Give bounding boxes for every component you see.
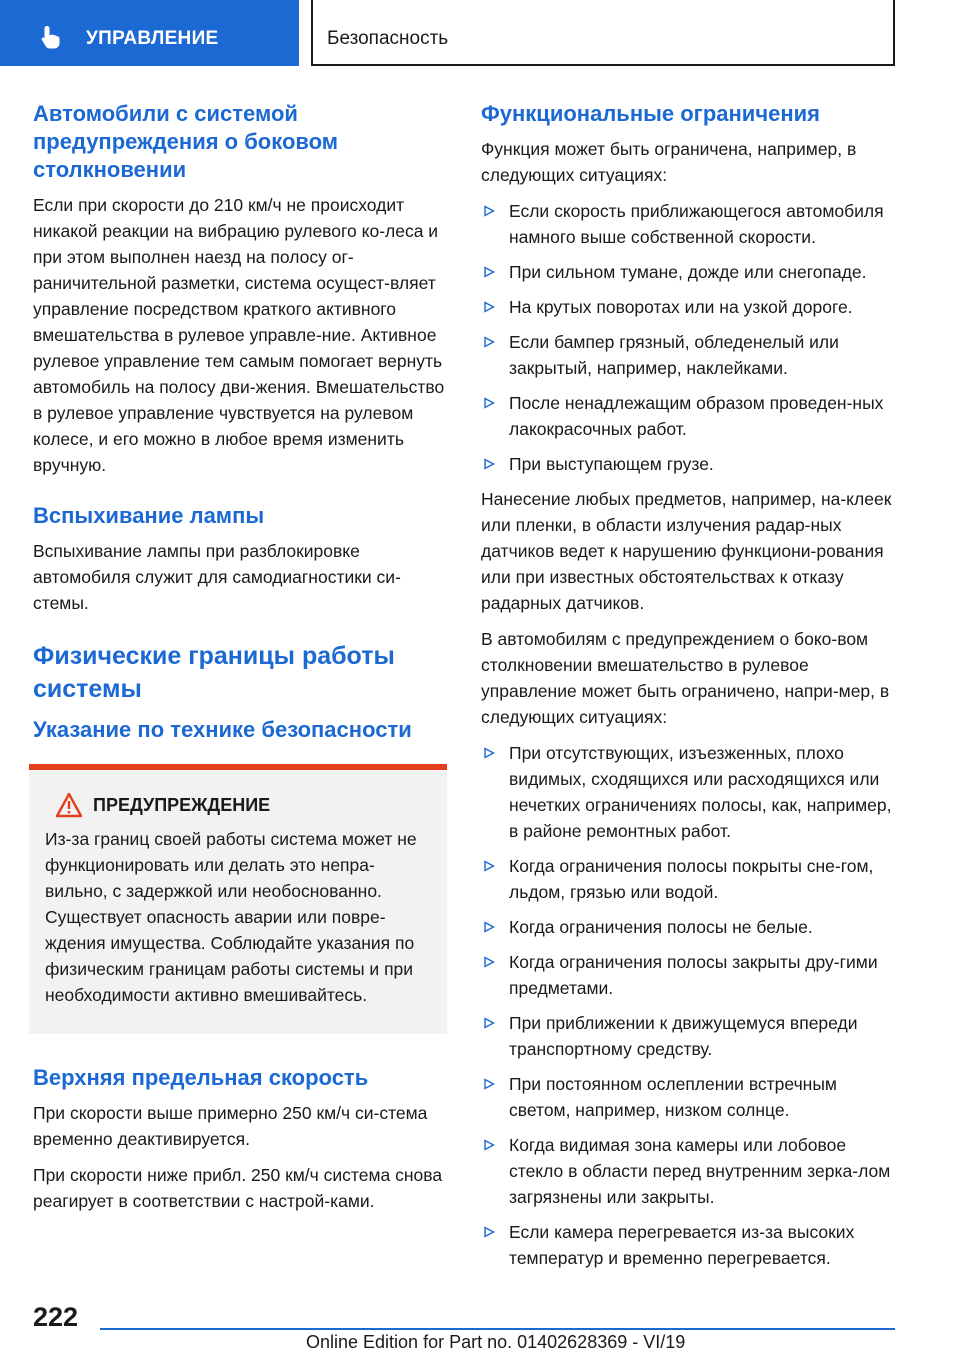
triangle-bullet-icon xyxy=(483,458,495,470)
triangle-bullet-icon xyxy=(483,1226,495,1238)
list-item: После ненадлежащим образом проведен-ных лакокрасочных работ. xyxy=(481,390,896,442)
paragraph-speed-1: При скорости выше примерно 250 км/ч си-стема временно деактивируется. xyxy=(33,1103,428,1149)
limitations-list xyxy=(481,198,896,477)
list-item: Когда видимая зона камеры или лобовое стекло в области перед внутренним зерка-лом загрязнены или закрыты. xyxy=(481,1132,896,1210)
paragraph-radar: Нанесение любых предметов, например, на-клеек или пленки, в области излучения радар-ных датчиков ведет к нарушению функциони-рования или при известных обстоятельствах к отказу радарных датчиков. xyxy=(481,489,892,613)
edition-text: Online Edition for Part no. 01402628369 - VI/19 xyxy=(306,1332,686,1352)
triangle-bullet-icon xyxy=(483,860,495,872)
list-item: При сильном тумане, дожде или снегопаде. xyxy=(481,259,896,285)
heading-function-limits: Функциональные ограничения xyxy=(481,101,820,126)
warning-text: Из-за границ своей работы система может не функционировать или делать это непра-вильно, с задержкой или необоснованно. Существует опасность аварии или повре-ждения имущества. Соблюдайте указания по физическим границам работы системы и при необходимости активно вмешивайтесь. xyxy=(45,829,417,1005)
section-title-box xyxy=(311,0,895,66)
warning-title: ПРЕДУПРЕЖДЕНИЕ xyxy=(93,794,271,815)
triangle-bullet-icon xyxy=(483,1139,495,1151)
paragraph-side-collision: Если при скорости до 210 км/ч не происходит никакой реакции на вибрацию рулевого ко-леса и при этом выполнен наезд на полосу ог-раничительной разметки, система осущест-вляет управление посредством краткого активного вмешательства в рулевое управле-ние. Активное рулевое управление тем самым помогает вернуть автомобиль на полосу дви-жения. Вмешательство в рулевое управление чувствуется на рулевом колесе, и его можно в любое время изменить вручную. xyxy=(33,195,445,475)
list-item: Когда ограничения полосы покрыты сне-гом, льдом, грязью или водой. xyxy=(481,853,896,905)
section-title: Безопасность xyxy=(327,28,449,49)
list-item: При приближении к движущемуся впереди транспортному средству. xyxy=(481,1010,896,1062)
triangle-bullet-icon xyxy=(483,921,495,933)
triangle-bullet-icon xyxy=(483,397,495,409)
triangle-bullet-icon xyxy=(483,747,495,759)
triangle-bullet-icon xyxy=(483,301,495,313)
list-item: Когда ограничения полосы не белые. xyxy=(481,914,896,940)
triangle-bullet-icon xyxy=(483,1017,495,1029)
page-header xyxy=(0,0,960,66)
paragraph-speed-2: При скорости ниже прибл. 250 км/ч система снова реагирует в соответствии с настрой-ками. xyxy=(33,1165,443,1211)
list-item: На крутых поворотах или на узкой дороге. xyxy=(481,294,896,320)
heading-upper-speed: Верхняя предельная скорость xyxy=(33,1065,369,1090)
heading-side-collision: Автомобили с системой предупреждения о боковом столкновении xyxy=(33,101,339,182)
list-item: При выступающем грузе. xyxy=(481,451,896,477)
list-item: Если скорость приближающегося автомобиля намного выше собственной скорости. xyxy=(481,198,896,250)
chapter-tab-label: УПРАВЛЕНИЕ xyxy=(86,28,219,49)
paragraph-function-limits: Функция может быть ограничена, например, в следующих ситуациях: xyxy=(481,139,857,185)
warning-triangle-icon xyxy=(55,792,83,818)
chapter-tab[interactable] xyxy=(0,0,299,66)
warning-box xyxy=(29,764,447,1034)
left-column xyxy=(33,100,447,1224)
list-item: Если бампер грязный, обледенелый или закрытый, например, наклейками. xyxy=(481,329,896,381)
paragraph-lamp: Вспыхивание лампы при разблокировке автомобиля служит для самодиагностики си-стемы. xyxy=(33,541,401,613)
paragraph-steering: В автомобилям с предупреждением о боко-вом столкновении вмешательство в рулевое управление может быть ограничено, напри-мер, в следующих ситуациях: xyxy=(481,629,890,727)
triangle-bullet-icon xyxy=(483,956,495,968)
heading-physical-limits: Физические границы работы системы xyxy=(33,642,395,703)
footer-divider xyxy=(100,1328,895,1330)
steering-limitations-list xyxy=(481,740,896,1271)
triangle-bullet-icon xyxy=(483,1078,495,1090)
page-footer xyxy=(0,1290,960,1362)
list-item: При постоянном ослеплении встречным светом, например, низком солнце. xyxy=(481,1071,896,1123)
list-item: Если камера перегревается из-за высоких температур и временно перегревается. xyxy=(481,1219,896,1271)
list-item: При отсутствующих, изъезженных, плохо видимых, сходящихся или расходящихся или нечетких ограничениях полосы, как, например, в районе ремонтных работ. xyxy=(481,740,896,844)
triangle-bullet-icon xyxy=(483,336,495,348)
triangle-bullet-icon xyxy=(483,266,495,278)
right-column xyxy=(481,100,896,1280)
list-item: Когда ограничения полосы закрыты дру-гими предметами. xyxy=(481,949,896,1001)
warning-title-row xyxy=(45,792,431,818)
page-number: 222 xyxy=(33,1302,79,1332)
triangle-bullet-icon xyxy=(483,205,495,217)
heading-lamp: Вспыхивание лампы xyxy=(33,503,265,528)
hand-pointer-icon xyxy=(38,24,64,50)
heading-safety-note: Указание по технике безопасности xyxy=(33,717,412,742)
